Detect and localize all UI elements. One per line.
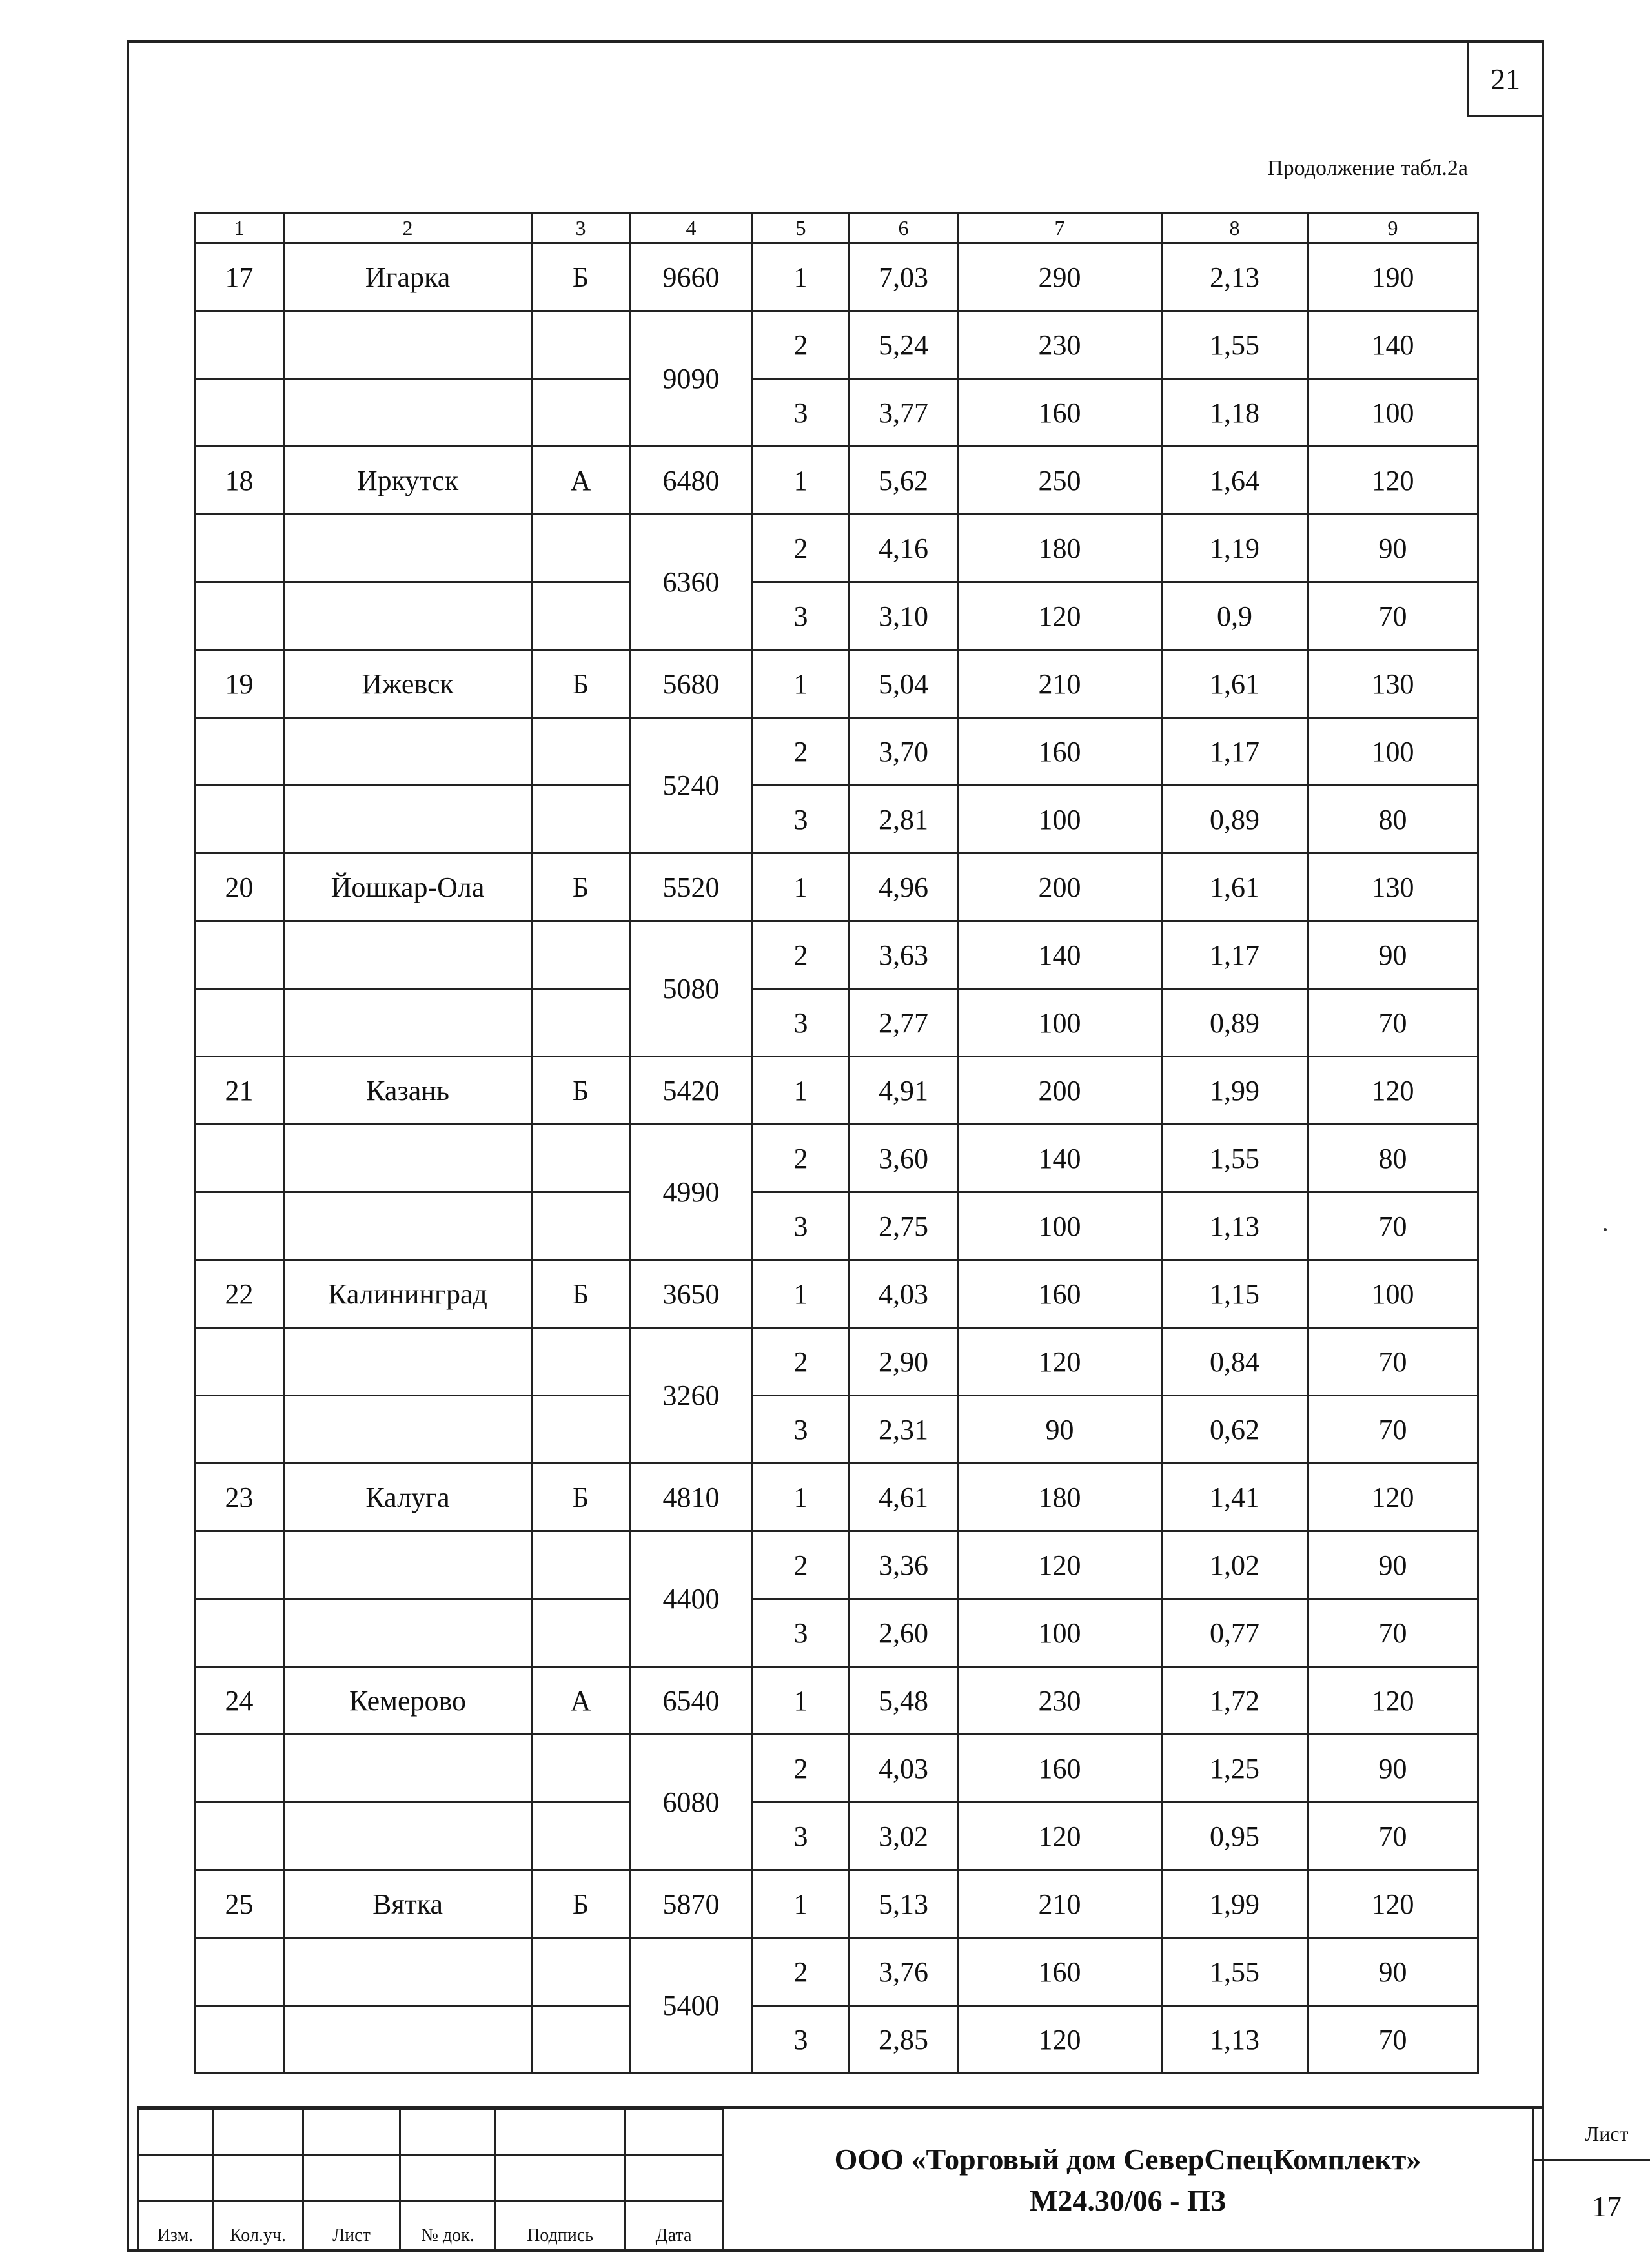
label-list: Лист — [303, 2201, 400, 2251]
label-kol-uch: Кол.уч. — [213, 2201, 303, 2251]
zone-cell — [532, 1599, 630, 1667]
sheet-number: 17 — [1592, 2189, 1622, 2223]
data-cell: 2 — [753, 1735, 850, 1803]
data-cell: 160 — [958, 1260, 1162, 1328]
data-cell: 1,99 — [1162, 1057, 1308, 1125]
row-number-cell — [195, 921, 284, 989]
row-number-cell — [195, 311, 284, 379]
data-cell: 200 — [958, 853, 1162, 921]
revision-grid — [137, 2109, 724, 2252]
data-cell: 1,55 — [1162, 1938, 1308, 2006]
row-number-cell — [195, 786, 284, 853]
data-cell: 120 — [1308, 1667, 1478, 1735]
data-cell: 4,03 — [850, 1735, 958, 1803]
data-cell: 1 — [753, 447, 850, 515]
organization-block — [722, 2109, 1534, 2252]
zone-cell — [532, 1125, 630, 1192]
value-col4-cell: 5870 — [630, 1870, 753, 1938]
data-cell: 90 — [958, 1396, 1162, 1464]
data-cell: 1 — [753, 1057, 850, 1125]
row-number-cell: 23 — [195, 1464, 284, 1531]
table-row — [195, 786, 1478, 853]
city-cell — [284, 1396, 532, 1464]
data-cell: 0,89 — [1162, 989, 1308, 1057]
city-cell: Кемерово — [284, 1667, 532, 1735]
value-col4-cell: 4810 — [630, 1464, 753, 1531]
table-row — [195, 1192, 1478, 1260]
city-cell — [284, 921, 532, 989]
table-row — [195, 650, 1478, 718]
zone-cell — [532, 921, 630, 989]
zone-cell — [532, 718, 630, 786]
row-number-cell — [195, 1328, 284, 1396]
data-cell: 120 — [958, 1531, 1162, 1599]
data-cell: 2,81 — [850, 786, 958, 853]
value-col4-cell: 3260 — [630, 1328, 753, 1464]
zone-cell — [532, 1938, 630, 2006]
data-cell: 100 — [1308, 1260, 1478, 1328]
sheet-block — [1534, 2109, 1650, 2252]
table-row — [195, 243, 1478, 311]
column-header: 9 — [1308, 213, 1478, 243]
data-cell: 0,9 — [1162, 582, 1308, 650]
row-number-cell: 18 — [195, 447, 284, 515]
data-cell: 160 — [958, 718, 1162, 786]
data-cell: 160 — [958, 379, 1162, 447]
zone-cell — [532, 515, 630, 582]
data-cell: 230 — [958, 311, 1162, 379]
data-cell: 3,76 — [850, 1938, 958, 2006]
zone-cell: Б — [532, 1260, 630, 1328]
city-cell: Калининград — [284, 1260, 532, 1328]
data-cell: 0,62 — [1162, 1396, 1308, 1464]
data-cell: 2,77 — [850, 989, 958, 1057]
data-cell: 1,25 — [1162, 1735, 1308, 1803]
zone-cell: Б — [532, 1464, 630, 1531]
data-cell: 3,70 — [850, 718, 958, 786]
zone-cell — [532, 1192, 630, 1260]
city-cell — [284, 515, 532, 582]
city-cell — [284, 379, 532, 447]
data-cell: 3 — [753, 1599, 850, 1667]
data-cell: 2 — [753, 718, 850, 786]
continuation-label: Продолжение табл.2а — [1267, 156, 1468, 180]
row-number-cell: 20 — [195, 853, 284, 921]
city-cell: Иркутск — [284, 447, 532, 515]
city-cell — [284, 311, 532, 379]
data-cell: 120 — [958, 1328, 1162, 1396]
city-cell — [284, 1192, 532, 1260]
data-cell: 2 — [753, 1531, 850, 1599]
table-row — [195, 1667, 1478, 1735]
data-cell: 100 — [1308, 379, 1478, 447]
zone-cell: Б — [532, 853, 630, 921]
row-number-cell — [195, 379, 284, 447]
data-cell: 3,63 — [850, 921, 958, 989]
data-cell: 1,13 — [1162, 2006, 1308, 2074]
zone-cell: А — [532, 447, 630, 515]
data-cell: 70 — [1308, 1803, 1478, 1870]
zone-cell — [532, 1328, 630, 1396]
table-row — [195, 1057, 1478, 1125]
table-row — [195, 2006, 1478, 2074]
data-cell: 70 — [1308, 2006, 1478, 2074]
table-row — [195, 1938, 1478, 2006]
city-cell: Казань — [284, 1057, 532, 1125]
data-cell: 140 — [958, 921, 1162, 989]
table-row — [195, 853, 1478, 921]
data-cell: 70 — [1308, 1192, 1478, 1260]
table-row — [195, 718, 1478, 786]
data-cell: 1,18 — [1162, 379, 1308, 447]
data-cell: 120 — [1308, 1057, 1478, 1125]
city-cell — [284, 1599, 532, 1667]
data-cell: 1 — [753, 1870, 850, 1938]
data-cell: 80 — [1308, 1125, 1478, 1192]
table-row — [195, 1260, 1478, 1328]
data-cell: 0,77 — [1162, 1599, 1308, 1667]
data-cell: 4,96 — [850, 853, 958, 921]
data-cell: 2,90 — [850, 1328, 958, 1396]
data-cell: 3,02 — [850, 1803, 958, 1870]
data-cell: 0,84 — [1162, 1328, 1308, 1396]
data-cell: 1,72 — [1162, 1667, 1308, 1735]
data-cell: 2 — [753, 311, 850, 379]
data-cell: 3 — [753, 1192, 850, 1260]
data-cell: 2,85 — [850, 2006, 958, 2074]
data-cell: 7,03 — [850, 243, 958, 311]
label-doc-no: № док. — [400, 2201, 496, 2251]
row-number-cell: 25 — [195, 1870, 284, 1938]
value-col4-cell: 5240 — [630, 718, 753, 853]
zone-cell — [532, 582, 630, 650]
data-cell: 120 — [1308, 1464, 1478, 1531]
data-cell: 1,61 — [1162, 650, 1308, 718]
zone-cell: Б — [532, 650, 630, 718]
data-cell: 90 — [1308, 1735, 1478, 1803]
city-cell: Йошкар-Ола — [284, 853, 532, 921]
table-row — [195, 989, 1478, 1057]
zone-cell: Б — [532, 243, 630, 311]
data-cell: 3 — [753, 786, 850, 853]
data-cell: 3 — [753, 1803, 850, 1870]
column-header: 7 — [958, 213, 1162, 243]
data-cell: 1,17 — [1162, 718, 1308, 786]
value-col4-cell: 6080 — [630, 1735, 753, 1870]
table-row — [195, 1531, 1478, 1599]
city-cell: Ижевск — [284, 650, 532, 718]
city-cell — [284, 989, 532, 1057]
data-cell: 120 — [958, 1803, 1162, 1870]
value-col4-cell: 5680 — [630, 650, 753, 718]
data-cell: 1 — [753, 650, 850, 718]
data-cell: 5,48 — [850, 1667, 958, 1735]
data-cell: 1 — [753, 243, 850, 311]
data-cell: 5,13 — [850, 1870, 958, 1938]
data-cell: 1 — [753, 1260, 850, 1328]
row-number-cell — [195, 1735, 284, 1803]
data-cell: 180 — [958, 1464, 1162, 1531]
zone-cell — [532, 2006, 630, 2074]
table-row — [195, 1396, 1478, 1464]
data-cell: 140 — [1308, 311, 1478, 379]
data-cell: 70 — [1308, 1396, 1478, 1464]
value-col4-cell: 4990 — [630, 1125, 753, 1260]
data-cell: 5,62 — [850, 447, 958, 515]
data-cell: 3,36 — [850, 1531, 958, 1599]
data-cell: 1,55 — [1162, 1125, 1308, 1192]
city-cell — [284, 1735, 532, 1803]
table-row — [195, 447, 1478, 515]
data-cell: 100 — [958, 1599, 1162, 1667]
data-cell: 1,13 — [1162, 1192, 1308, 1260]
label-date: Дата — [625, 2201, 723, 2251]
data-cell: 160 — [958, 1938, 1162, 2006]
data-cell: 1,19 — [1162, 515, 1308, 582]
title-block — [137, 2106, 1629, 2252]
city-cell — [284, 582, 532, 650]
city-cell — [284, 718, 532, 786]
city-cell — [284, 1328, 532, 1396]
row-number-cell — [195, 1125, 284, 1192]
data-cell: 4,16 — [850, 515, 958, 582]
data-cell: 180 — [958, 515, 1162, 582]
data-cell: 100 — [958, 786, 1162, 853]
data-cell: 90 — [1308, 1938, 1478, 2006]
row-number-cell — [195, 718, 284, 786]
data-cell: 70 — [1308, 1599, 1478, 1667]
data-cell: 90 — [1308, 1531, 1478, 1599]
row-number-cell — [195, 515, 284, 582]
data-cell: 130 — [1308, 853, 1478, 921]
data-cell: 100 — [958, 989, 1162, 1057]
data-cell: 290 — [958, 243, 1162, 311]
data-cell: 120 — [958, 2006, 1162, 2074]
row-number-cell: 21 — [195, 1057, 284, 1125]
data-cell: 2 — [753, 1328, 850, 1396]
city-cell: Игарка — [284, 243, 532, 311]
row-number-cell — [195, 1599, 284, 1667]
table-row — [195, 1870, 1478, 1938]
table-row — [195, 1328, 1478, 1396]
data-cell: 250 — [958, 447, 1162, 515]
data-cell: 100 — [958, 1192, 1162, 1260]
data-cell: 0,89 — [1162, 786, 1308, 853]
data-cell: 3 — [753, 1396, 850, 1464]
data-cell: 3,10 — [850, 582, 958, 650]
data-cell: 1,99 — [1162, 1870, 1308, 1938]
table-row — [195, 311, 1478, 379]
city-cell — [284, 2006, 532, 2074]
data-cell: 120 — [1308, 447, 1478, 515]
data-cell: 210 — [958, 1870, 1162, 1938]
data-cell: 2,13 — [1162, 243, 1308, 311]
zone-cell: А — [532, 1667, 630, 1735]
table-row — [195, 515, 1478, 582]
data-cell: 120 — [958, 582, 1162, 650]
data-cell: 1,41 — [1162, 1464, 1308, 1531]
city-cell: Вятка — [284, 1870, 532, 1938]
data-cell: 130 — [1308, 650, 1478, 718]
value-col4-cell: 5420 — [630, 1057, 753, 1125]
data-cell: 190 — [1308, 243, 1478, 311]
sheet-label: Лист — [1534, 2109, 1650, 2161]
data-cell: 0,95 — [1162, 1803, 1308, 1870]
city-cell — [284, 1531, 532, 1599]
zone-cell — [532, 379, 630, 447]
row-number-cell — [195, 1531, 284, 1599]
data-cell: 2,31 — [850, 1396, 958, 1464]
value-col4-cell: 9090 — [630, 311, 753, 447]
value-col4-cell: 5080 — [630, 921, 753, 1057]
data-cell: 210 — [958, 650, 1162, 718]
organization-name: ООО «Торговый дом СеверСпецКомплект» — [834, 2143, 1421, 2176]
table-row — [195, 1125, 1478, 1192]
city-cell: Калуга — [284, 1464, 532, 1531]
zone-cell — [532, 989, 630, 1057]
data-cell: 5,04 — [850, 650, 958, 718]
row-number-cell — [195, 989, 284, 1057]
table-row — [195, 582, 1478, 650]
zone-cell — [532, 1531, 630, 1599]
data-cell: 200 — [958, 1057, 1162, 1125]
data-cell: 2 — [753, 921, 850, 989]
data-cell: 1 — [753, 1667, 850, 1735]
value-col4-cell: 4400 — [630, 1531, 753, 1667]
data-cell: 3 — [753, 989, 850, 1057]
row-number-cell — [195, 582, 284, 650]
column-header: 4 — [630, 213, 753, 243]
data-cell: 4,03 — [850, 1260, 958, 1328]
value-col4-cell: 3650 — [630, 1260, 753, 1328]
table-row — [195, 379, 1478, 447]
table-row — [195, 1464, 1478, 1531]
table-row — [195, 1803, 1478, 1870]
page-number: 21 — [1467, 40, 1544, 117]
data-cell: 2,60 — [850, 1599, 958, 1667]
value-col4-cell: 6540 — [630, 1667, 753, 1735]
zone-cell: Б — [532, 1057, 630, 1125]
label-izm: Изм. — [138, 2201, 213, 2251]
table-row — [195, 921, 1478, 989]
city-cell — [284, 1938, 532, 2006]
value-col4-cell: 5520 — [630, 853, 753, 921]
data-cell: 90 — [1308, 921, 1478, 989]
city-cell — [284, 1803, 532, 1870]
zone-cell — [532, 1735, 630, 1803]
data-cell: 1,64 — [1162, 447, 1308, 515]
data-cell: 3 — [753, 2006, 850, 2074]
column-header: 8 — [1162, 213, 1308, 243]
table-body — [195, 243, 1478, 2074]
data-cell: 3,77 — [850, 379, 958, 447]
value-col4-cell: 6360 — [630, 515, 753, 650]
row-number-cell: 24 — [195, 1667, 284, 1735]
row-number-cell — [195, 1396, 284, 1464]
column-header: 1 — [195, 213, 284, 243]
row-number-cell: 22 — [195, 1260, 284, 1328]
value-col4-cell: 9660 — [630, 243, 753, 311]
header-row — [195, 213, 1478, 243]
data-cell: 2 — [753, 1938, 850, 2006]
data-cell: 1 — [753, 1464, 850, 1531]
zone-cell — [532, 1396, 630, 1464]
data-cell: 2 — [753, 1125, 850, 1192]
data-cell: 4,91 — [850, 1057, 958, 1125]
data-cell: 1,02 — [1162, 1531, 1308, 1599]
label-signature: Подпись — [496, 2201, 625, 2251]
row-number-cell — [195, 1803, 284, 1870]
row-number-cell — [195, 1938, 284, 2006]
data-table — [194, 212, 1479, 2074]
zone-cell — [532, 311, 630, 379]
row-number-cell — [195, 1192, 284, 1260]
value-col4-cell: 6480 — [630, 447, 753, 515]
data-cell: 1 — [753, 853, 850, 921]
data-cell: 230 — [958, 1667, 1162, 1735]
data-cell: 1,55 — [1162, 311, 1308, 379]
zone-cell — [532, 786, 630, 853]
column-header: 3 — [532, 213, 630, 243]
data-cell: 1,15 — [1162, 1260, 1308, 1328]
column-header: 5 — [753, 213, 850, 243]
city-cell — [284, 1125, 532, 1192]
table-row — [195, 1599, 1478, 1667]
data-cell: 3 — [753, 582, 850, 650]
data-cell: 70 — [1308, 1328, 1478, 1396]
row-number-cell: 19 — [195, 650, 284, 718]
data-cell: 90 — [1308, 515, 1478, 582]
document-code: М24.30/06 - ПЗ — [1029, 2184, 1227, 2217]
column-header: 6 — [850, 213, 958, 243]
row-number-cell — [195, 2006, 284, 2074]
data-cell: 3 — [753, 379, 850, 447]
data-cell: 70 — [1308, 989, 1478, 1057]
data-cell: 1,17 — [1162, 921, 1308, 989]
data-cell: 70 — [1308, 582, 1478, 650]
table-row — [195, 1735, 1478, 1803]
data-cell: 140 — [958, 1125, 1162, 1192]
zone-cell: Б — [532, 1870, 630, 1938]
data-cell: 100 — [1308, 718, 1478, 786]
scan-speck — [1604, 1228, 1607, 1231]
zone-cell — [532, 1803, 630, 1870]
data-cell: 80 — [1308, 786, 1478, 853]
value-col4-cell: 5400 — [630, 1938, 753, 2074]
data-cell: 120 — [1308, 1870, 1478, 1938]
city-cell — [284, 786, 532, 853]
data-cell: 160 — [958, 1735, 1162, 1803]
row-number-cell: 17 — [195, 243, 284, 311]
data-cell: 5,24 — [850, 311, 958, 379]
data-cell: 2,75 — [850, 1192, 958, 1260]
data-cell: 4,61 — [850, 1464, 958, 1531]
data-cell: 3,60 — [850, 1125, 958, 1192]
data-cell: 1,61 — [1162, 853, 1308, 921]
column-header: 2 — [284, 213, 532, 243]
data-cell: 2 — [753, 515, 850, 582]
